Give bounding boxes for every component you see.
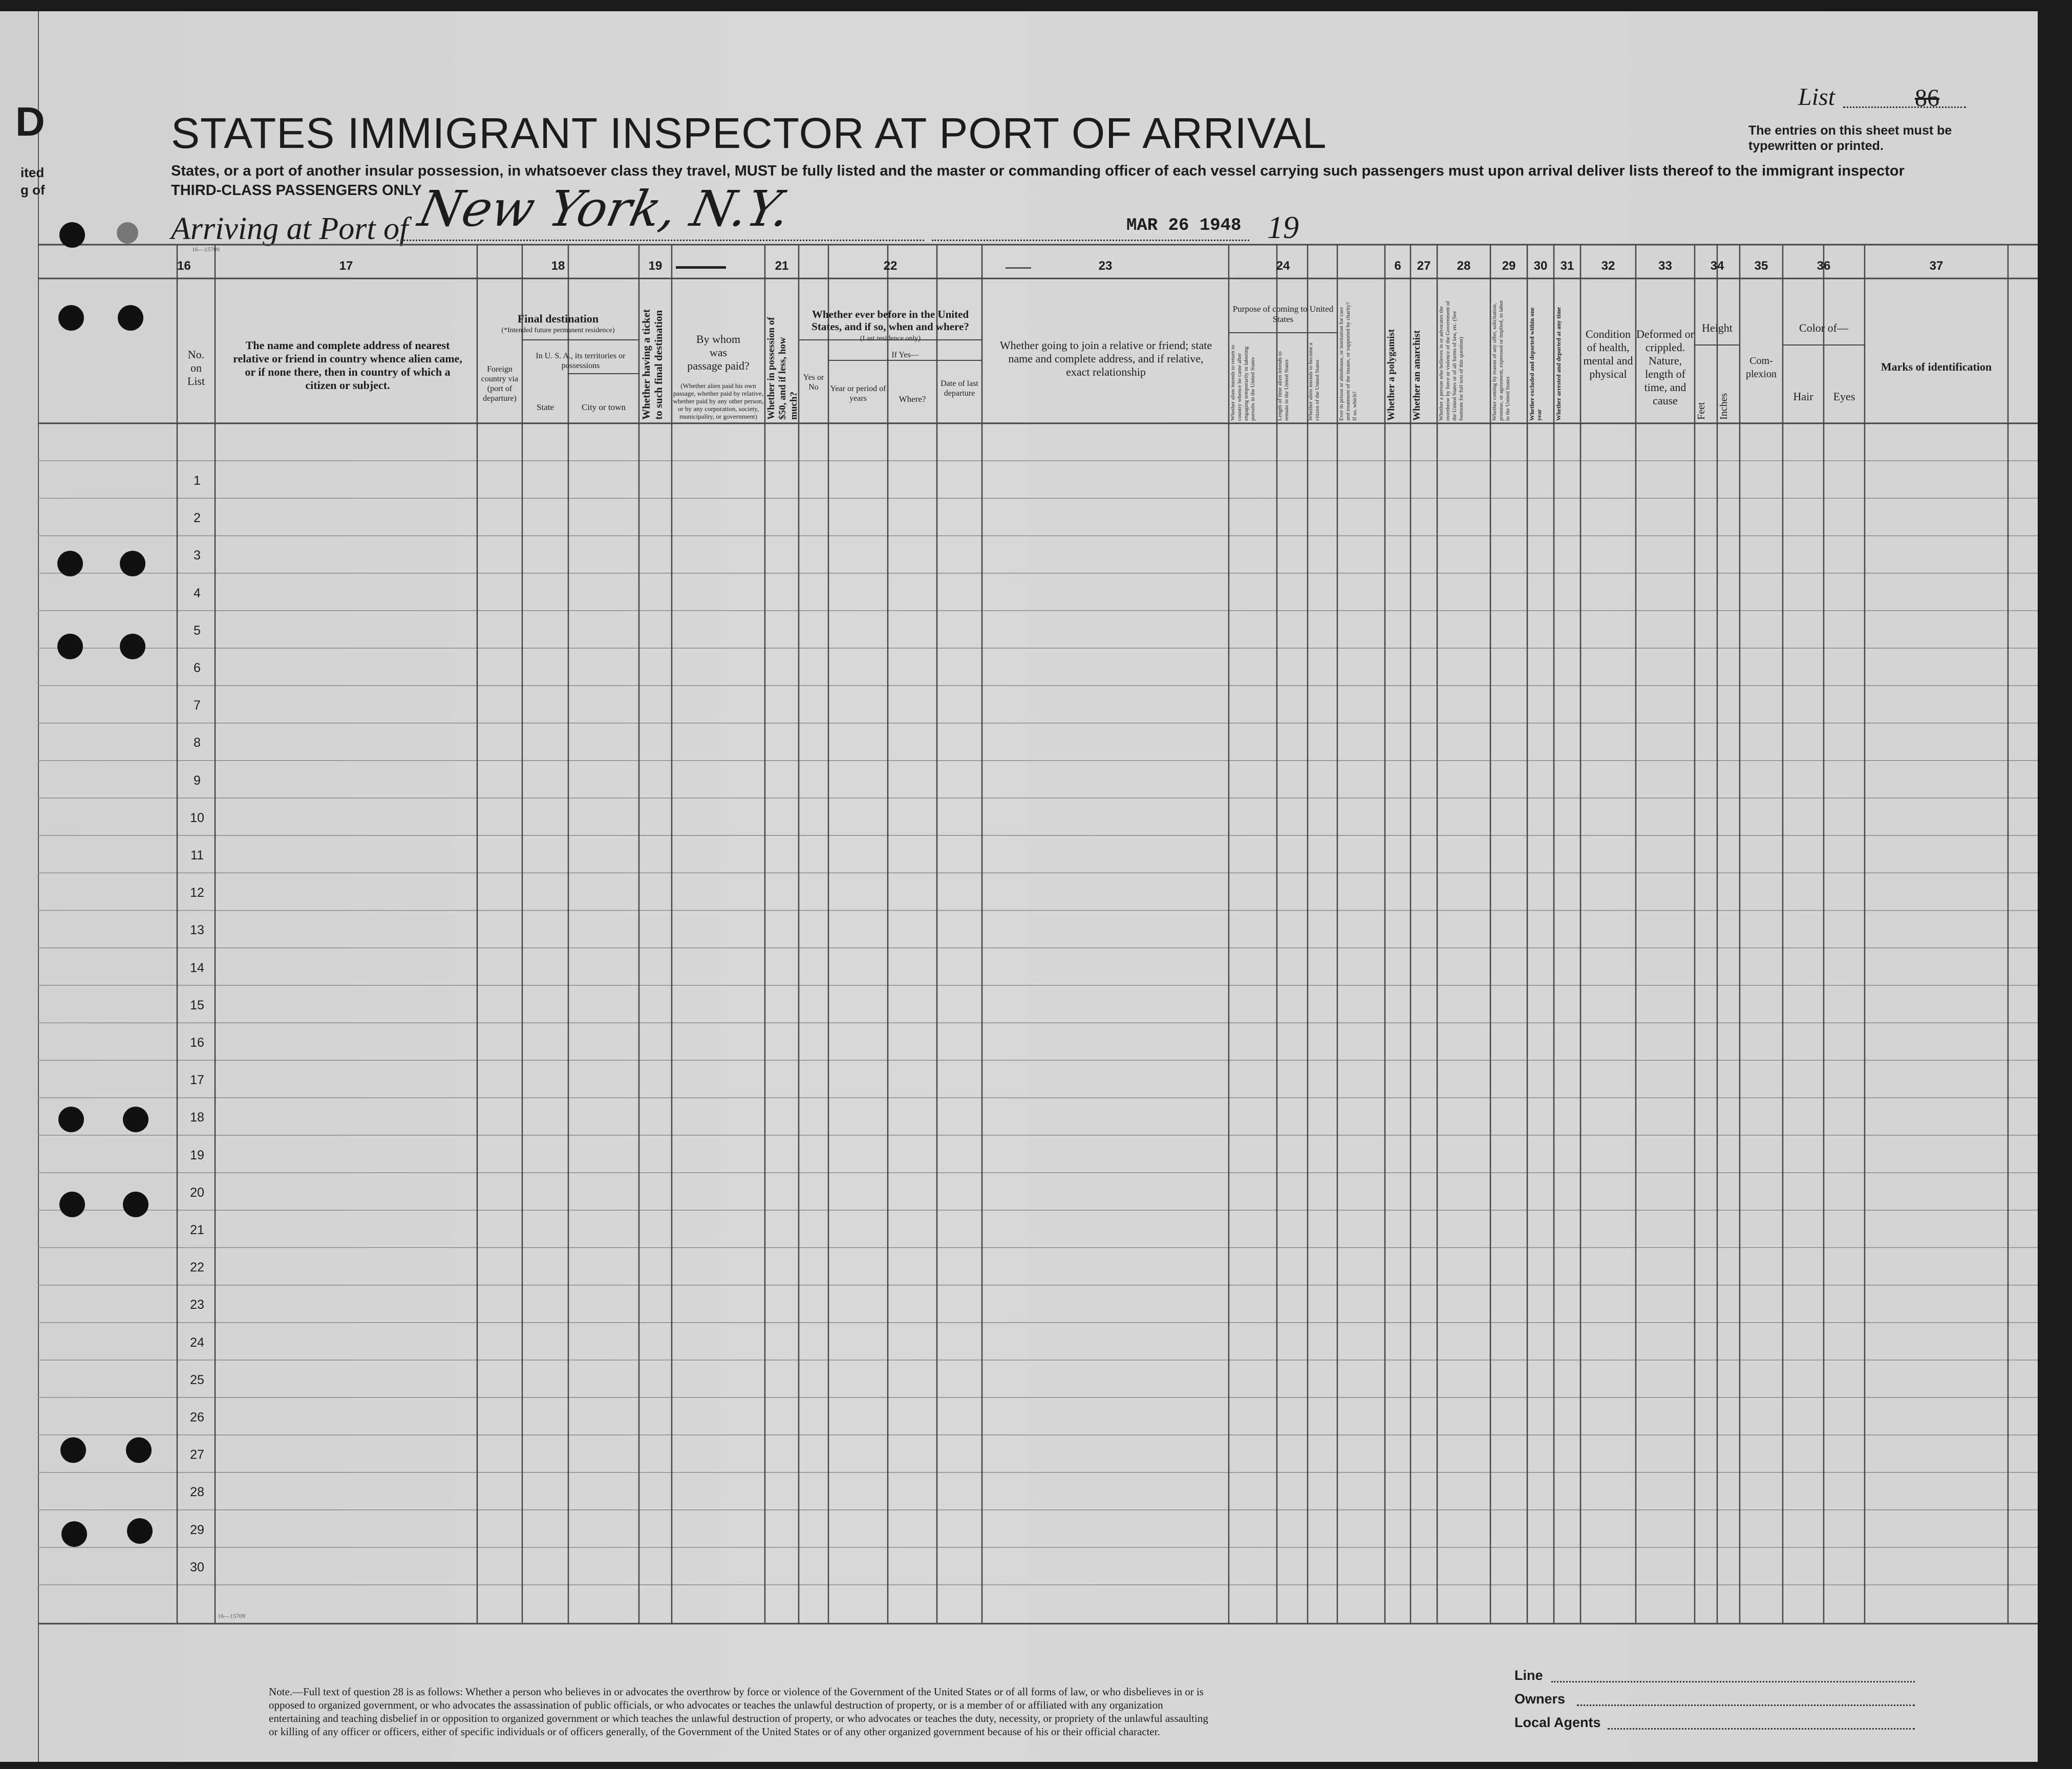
- punch-hole: [60, 1437, 86, 1463]
- col-36-label: Color of—: [1799, 321, 1848, 334]
- col-18-foreign: Foreign country via (port of departure): [481, 365, 519, 403]
- table-grid: [0, 11, 2038, 1762]
- col-30-label: Whether excluded and deported within one year: [1528, 307, 1543, 421]
- col-19-num: 19: [648, 259, 663, 273]
- row-number: 29: [190, 1522, 204, 1537]
- col-27-label: Whether an anarchist: [1412, 330, 1422, 421]
- col-34-feet: Feet: [1696, 402, 1707, 420]
- row-number: 12: [190, 886, 204, 900]
- col-18-label: Final destination: [517, 312, 599, 325]
- punch-hole: [127, 1518, 153, 1544]
- row-number: 4: [194, 586, 201, 600]
- row-number: 1: [194, 473, 201, 488]
- col-27-num: 27: [1417, 259, 1431, 273]
- col-22-sub: (Last residence only): [860, 335, 921, 342]
- row-number: 10: [190, 810, 204, 825]
- col-21-num: 21: [775, 259, 789, 273]
- punch-hole: [57, 634, 83, 659]
- punch-hole: [61, 1521, 87, 1547]
- col-32-num: 32: [1601, 259, 1615, 273]
- year-prefix: 19: [1267, 210, 1299, 245]
- punch-hole: [120, 634, 145, 659]
- punch-hole: [126, 1437, 152, 1463]
- port-handwritten: New York, N.Y.: [414, 180, 796, 238]
- col-34-label: Height: [1702, 321, 1733, 334]
- col-33-label: Deformed or crippled. Nature, length of time, and cause: [1636, 328, 1694, 407]
- col-22-date: Date of last departure: [941, 379, 978, 398]
- punch-hole: [57, 551, 83, 576]
- row-number: 22: [190, 1260, 204, 1275]
- col-33-num: 33: [1658, 259, 1672, 273]
- col-20-mark: [676, 266, 726, 269]
- row-number: 14: [190, 960, 204, 975]
- col-22-num: 22: [883, 259, 898, 273]
- col-22-year: Year or period of years: [830, 384, 886, 403]
- col-36-num: 36: [1817, 259, 1831, 273]
- row-number: 8: [194, 736, 201, 750]
- col-23-label: Whether going to join a relative or friend; state name and complete address, and if relative, exact relationship: [999, 339, 1212, 378]
- form-intro: States, or a port of another insular possession, in whatsoever class they travel, MUST be fully listed and the master or commanding officer of each vessel carrying such passengers must upon arrival deliver lists thereof to the immigrant inspector: [171, 163, 1905, 179]
- col-37-num: 37: [1929, 259, 1943, 273]
- col-18-usa: In U. S. A., its territories or possessions: [536, 352, 626, 370]
- class-line: THIRD-CLASS PASSENGERS ONLY: [171, 182, 422, 199]
- col-35-label: Com-plexion: [1746, 355, 1777, 380]
- col-29-num: 29: [1502, 259, 1516, 273]
- col-35-num: 35: [1754, 259, 1768, 273]
- punch-hole: [59, 1192, 85, 1217]
- col-36-hair: Hair: [1793, 390, 1813, 403]
- print-code-bottom: 16—15709: [218, 1612, 245, 1620]
- col-24-a: Whether alien intends to return to country whence he came after engaging temporarily in laboring pursuits in the United States: [1230, 344, 1256, 421]
- edge-letter: D: [15, 99, 45, 144]
- col-16-num: 16: [177, 259, 191, 273]
- edge-text-2: g of: [20, 182, 45, 198]
- col-18-state: State: [537, 402, 554, 412]
- line-label: Line: [1514, 1668, 1543, 1683]
- col-24-num: 24: [1276, 259, 1290, 273]
- row-number: 23: [190, 1298, 204, 1312]
- col-21-label: Whether in possession of $50, and if less, how much?: [766, 317, 799, 420]
- col-31-label: Whether arrested and deported at any time: [1555, 307, 1562, 421]
- row-number: 20: [190, 1185, 204, 1200]
- question-28-footnote: Note.—Full text of question 28 is as follows: Whether a person who believes in or advocates the overthrow by force or violence of the Government of the United States or of all forms of law, or who disbelieves in or is opposed to organized government, or who advocates the assassination of public officials, or who advocates or teaches the unlawful destruction of property, or is a member of or affiliated with any organization entertaining and teaching disbelief in or opposition to organized government or which teaches the unlawful destruction of property, or who advocates or teaches the duty, necessity, or propriety of the unlawful assaulting or killing of any officer or officers, either of specific individuals or of officers generally, of the Government of the United States or of any other organized government because of his or their official character.: [269, 1686, 1208, 1738]
- row-number: 19: [190, 1148, 204, 1162]
- line-signature-line: [1551, 1681, 1915, 1682]
- owners-signature-line: [1577, 1705, 1915, 1706]
- col-18-sub: (*Intended future permanent residence): [501, 327, 615, 334]
- col-30-num: 30: [1533, 259, 1548, 273]
- col-19-label: Whether having a ticket to such final destination: [640, 309, 665, 420]
- col-29-label: Whether coming by reason of any offer, solicitation, promise, or agreement, expressed or implied, to labor in the United States: [1491, 300, 1511, 421]
- punch-hole: [123, 1192, 148, 1217]
- col-17-label: The name and complete address of nearest relative or friend in country whence alien came, or if none there, then in country of which a citizen or subject.: [233, 339, 462, 392]
- row-number: 21: [190, 1223, 204, 1237]
- row-number: 28: [190, 1485, 204, 1500]
- col-31-num: 31: [1560, 259, 1574, 273]
- row-number: 26: [190, 1410, 204, 1425]
- col-26-label: Whether a polygamist: [1386, 329, 1397, 421]
- row-number: 13: [190, 923, 204, 938]
- row-number: 15: [190, 998, 204, 1012]
- col-28-num: 28: [1457, 259, 1471, 273]
- agents-signature-line: [1608, 1728, 1915, 1730]
- col-20-label: By whom was passage paid?: [687, 333, 750, 372]
- col-22-label: Whether ever before in the United States, and if so, when and where?: [811, 308, 969, 333]
- owners-label: Owners: [1514, 1691, 1566, 1707]
- punch-hole: [58, 1107, 84, 1132]
- punch-hole: [117, 222, 138, 244]
- col-23-num: 23: [1098, 259, 1113, 273]
- col-24-c: Whether alien intends to become a citizen of the United States: [1308, 342, 1320, 421]
- row-number: 27: [190, 1448, 204, 1462]
- list-label: List: [1798, 83, 1835, 111]
- col-18-city: City or town: [582, 402, 626, 412]
- col-26-num: 6: [1394, 259, 1401, 273]
- local-agents-label: Local Agents: [1514, 1715, 1601, 1730]
- row-number: 9: [194, 773, 201, 788]
- col-20-sub: (Whether alien paid his own passage, whether paid by relative, whether paid by any other person, or by any corporation, society, municipality, or government): [673, 382, 764, 420]
- row-number: 25: [190, 1372, 204, 1387]
- arriving-label: Arriving at Port of: [171, 211, 409, 246]
- row-number: 30: [190, 1560, 204, 1574]
- row-number: 5: [194, 623, 201, 638]
- col-16-label: No. on List: [187, 348, 205, 387]
- col-28-label: Whether a person who believes in or advocates the overthrow by force or violence of the Government of the United States or of all forms of law, etc. (See footnote for full text of this question): [1438, 301, 1464, 421]
- row-number: 24: [190, 1335, 204, 1350]
- col-17-num: 17: [339, 259, 353, 273]
- col-22-yesno: Yes or No: [803, 373, 824, 392]
- col-18-num: 18: [551, 259, 565, 273]
- row-number: 16: [190, 1035, 204, 1050]
- punch-hole: [59, 222, 85, 248]
- row-number: 3: [194, 548, 201, 563]
- print-code: 16—15709: [192, 246, 220, 253]
- row-number: 2: [194, 511, 201, 526]
- punch-hole: [120, 551, 145, 576]
- entries-note: The entries on this sheet must be typewritten or printed.: [1748, 123, 1952, 153]
- col-25-label: Ever in prison or almshouse, or institution for care and treatment of the insane, or supported by charity? If so, which?: [1338, 302, 1358, 421]
- col-22-where: Where?: [899, 394, 926, 404]
- row-number: 18: [190, 1110, 204, 1125]
- col-37-label: Marks of identification: [1881, 360, 1992, 373]
- col-36-eyes: Eyes: [1833, 390, 1855, 403]
- col-32-label: Condition of health, mental and physical: [1583, 328, 1633, 380]
- row-number: 6: [194, 661, 201, 675]
- date-stamp: MAR 26 1948: [1126, 216, 1242, 235]
- col-34-num: 34: [1710, 259, 1724, 273]
- col-24-b: Length of time alien intends to remain in the United States: [1277, 351, 1290, 421]
- col-34-inches: Inches: [1718, 393, 1729, 420]
- col-22-ifyes: If Yes—: [891, 351, 919, 359]
- manifest-sheet: [0, 11, 2038, 1762]
- form-title: STATES IMMIGRANT INSPECTOR AT PORT OF ARRIVAL: [171, 109, 1327, 157]
- row-number: 7: [194, 698, 201, 713]
- row-number: 11: [190, 848, 204, 862]
- list-number: 86: [1915, 84, 1939, 112]
- punch-hole: [118, 305, 143, 331]
- col-25-mark: [1006, 267, 1031, 269]
- col-24-label: Purpose of coming to United States: [1232, 304, 1334, 324]
- edge-text-1: ited: [20, 165, 45, 180]
- punch-hole: [123, 1107, 148, 1132]
- row-number: 17: [190, 1073, 204, 1088]
- punch-hole: [58, 305, 84, 331]
